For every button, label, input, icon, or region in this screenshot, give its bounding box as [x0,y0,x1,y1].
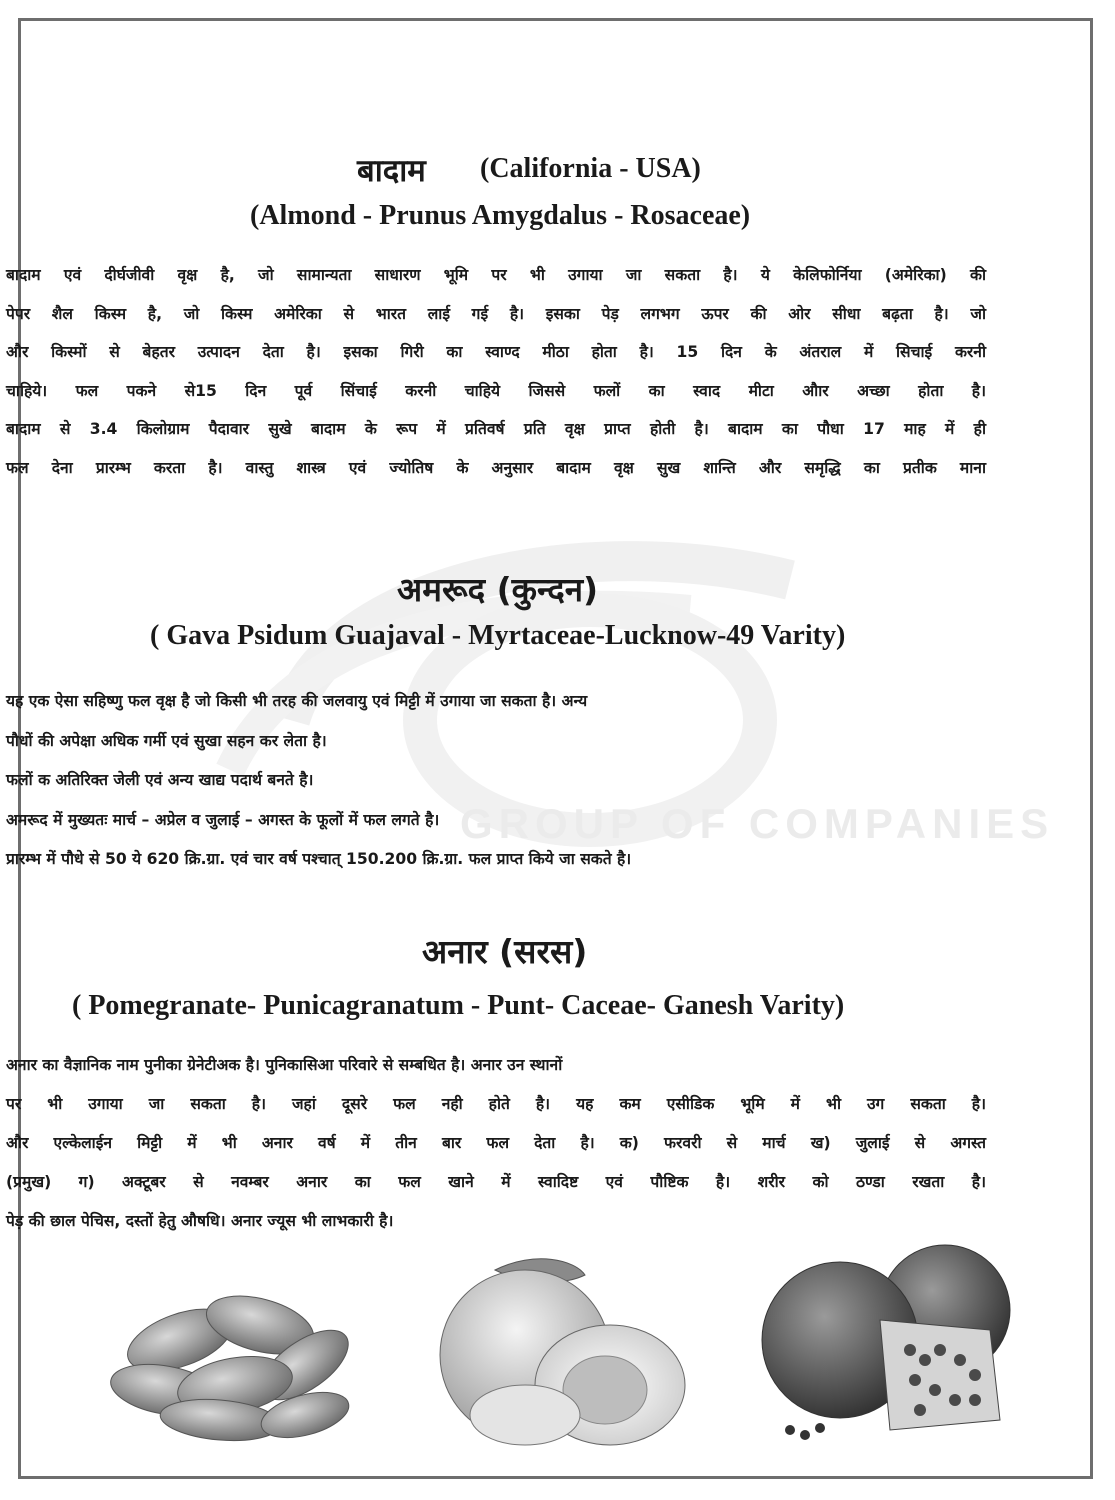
paragraph-line: चाहिये। फल पकने से15 दिन पूर्व सिंचाई करनी चाहिये जिससे फलों का स्वाद मीटा औार अच्छा होता है। [6,381,986,400]
paragraph-line: पेड़ की छाल पेचिस, दस्तों हेतु औषधि। अनार ज्यूस भी लाभकारी है। [6,1212,394,1230]
paragraph-line: अनार का वैज्ञानिक नाम पुनीका ग्रेनेटीअक है। पुनिकासिआ परिवारे से सम्बधित है। अनार उन स्थानों [6,1056,563,1074]
pomegranate-subtitle: ( Pomegranate- Punicagranatum - Punt- Caceae- Ganesh Varity) [72,990,845,1021]
paragraph-line: पेपर शैल किस्म है, जो किस्म अमेरिका से भारत लाई गई है। इसका पेड़ लगभग ऊपर की ओर सीधा बढ़ता है। जो [6,304,986,323]
paragraph-line: (प्रमुख) ग) अक्टूबर से नवम्बर अनार का फल खाने में स्वादिष्ट एवं पौष्टिक है। शरीर को ठण्डा रखता है। [6,1173,986,1191]
paragraph-line: फल देना प्रारम्भ करता है। वास्तु शास्त्र एवं ज्योतिष के अनुसार बादाम वृक्ष सुख शान्ति और समृद्धि का प्रतीक माना [6,458,986,477]
pomegranate-title: अनार (सरस) [422,932,588,971]
almond-subtitle: (Almond - Prunus Amygdalus - Rosaceae) [250,200,751,231]
almond-paragraph [6,256,986,488]
paragraph-line: पौधों की अपेक्षा अधिक गर्मी एवं सुखा सहन कर लेता है। [6,731,327,750]
paragraph-line: पर भी उगाया जा सकता है। जहां दूसरे फल नही होते है। यह कम एसीडिक भूमि में भी उग सकता है। [6,1095,986,1113]
paragraph-line: और एल्केलाईन मिट्टी में भी अनार वर्ष में तीन बार फल देता है। क) फरवरी से मार्च ख) जुलाई से अगस्त [6,1134,986,1152]
paragraph-line: अमरूद में मुख्यतः मार्च – अप्रेल व जुलाई – अगस्त के फूलों में फल लगते है। [6,810,440,829]
paragraph-line: और किस्मों से बेहतर उत्पादन देता है। इसका गिरी का स्वाण्द मीठा होता है। 15 दिन के अंतराल में सिचाई करनी [6,343,986,362]
pomegranate-image [760,1240,1020,1445]
guava-title: अमरूद (कुन्दन) [397,570,599,609]
guava-subtitle: ( Gava Psidum Guajaval - Myrtaceae-Lucknow-49 Varity) [150,620,846,651]
guava-image [425,1250,695,1450]
almond-title-hindi: बादाम [357,153,426,189]
pomegranate-paragraph [6,1046,986,1241]
almond-title-location: (California - USA) [480,153,701,184]
paragraph-line: यह एक ऐसा सहिष्णु फल वृक्ष है जो किसी भी तरह की जलवायु एवं मिट्टी में उगाया जा सकता है। अन्य [6,692,588,710]
paragraph-line: प्रारम्भ में पौधे से 50 ये 620 क्रि.ग्रा. एवं चार वर्ष पश्चात् 150.200 क्रि.ग्रा. फल प्राप्त किये जा सकते है। [6,850,632,868]
paragraph-line: बादाम से 3.4 किलोग्राम पैदावार सुखे बादाम के रूप में प्रतिवर्ष प्रति वृक्ष प्राप्त होती है। बादाम का पौधा 17 माह में ही [6,420,986,439]
watermark-text: GROUP OF COMPANIES [460,800,1055,847]
paragraph-line: फलों क अतिरिक्त जेली एवं अन्य खाद्य पदार्थ बनते है। [6,771,314,789]
paragraph-line: बादाम एवं दीर्घजीवी वृक्ष है, जो सामान्यता साधारण भूमि पर भी उगाया जा सकता है। ये केलिफोर्निया (अमेरिका) की [6,266,986,284]
almond-image [110,1270,360,1445]
guava-paragraph [6,682,986,880]
